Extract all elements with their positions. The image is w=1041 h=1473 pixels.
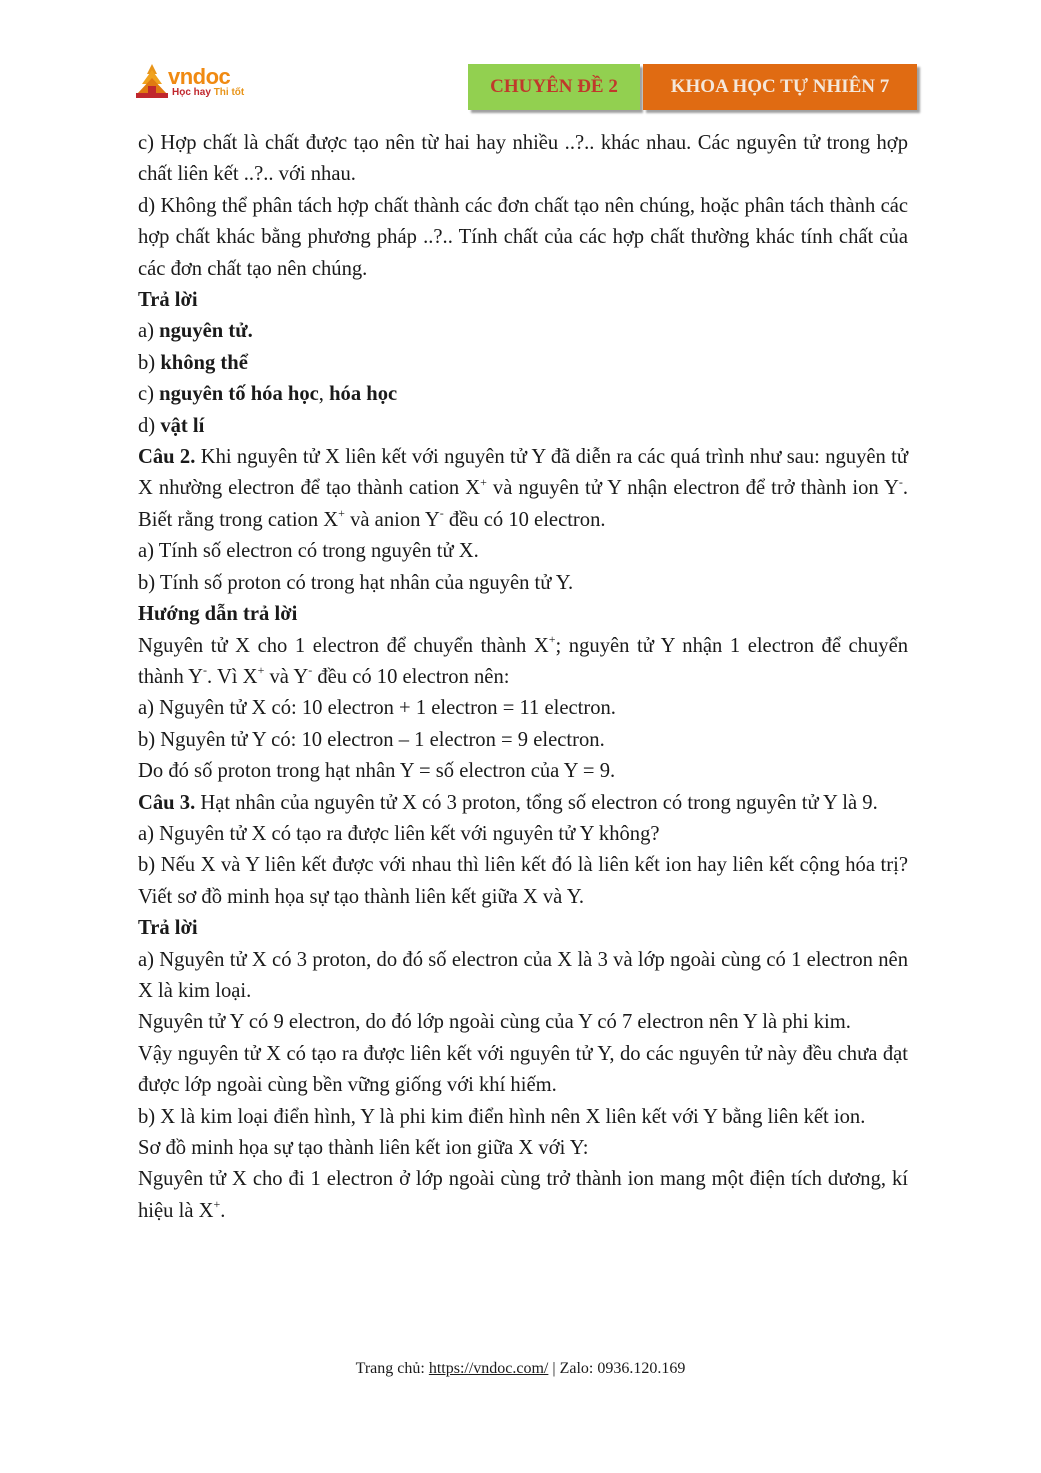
- answer-a: a) nguyên tử.: [138, 320, 253, 343]
- paragraph: b) Tính số proton có trong hạt nhân của nguyên tử Y.: [138, 571, 574, 594]
- question-3: Câu 3. Hạt nhân của nguyên tử X có 3 proton, tổng số electron có trong nguyên tử Y là 9.: [138, 791, 878, 814]
- paragraph: b) X là kim loại điển hình, Y là phi kim điển hình nên X liên kết với Y bằng liên kết ion.: [138, 1105, 866, 1128]
- paragraph: a) Tính số electron có trong nguyên tử X.: [138, 540, 479, 563]
- paragraph: b) Nguyên tử Y có: 10 electron – 1 electron = 9 electron.: [138, 728, 605, 751]
- paragraph: Nguyên tử Y có 9 electron, do đó lớp ngoài cùng của Y có 7 electron nên Y là phi kim.: [138, 1011, 851, 1034]
- paragraph: a) Nguyên tử X có: 10 electron + 1 electron = 11 electron.: [138, 697, 616, 720]
- logo-wordmark: vndoc: [168, 64, 231, 89]
- homepage-link[interactable]: https://vndoc.com/: [428, 1360, 549, 1377]
- answer-heading: Trả lời: [138, 917, 198, 940]
- paragraph: Nguyên tử X cho đi 1 electron ở lớp ngoài cùng trở thành ion mang một điện tích dương, kí hiệu là X+.: [138, 1168, 908, 1222]
- paragraph: Sơ đồ minh họa sự tạo thành liên kết ion giữa X với Y:: [138, 1137, 589, 1159]
- page-footer: Trang chủ: https://vndoc.com/ | Zalo: 0936.120.169: [355, 1360, 686, 1377]
- guide-paragraph: Nguyên tử X cho 1 electron để chuyển thành X+; nguyên tử Y nhận 1 electron để chuyển thành Y-. Vì X+ và Y- đều có 10 electron nên:: [138, 631, 909, 688]
- paragraph: Do đó số proton trong hạt nhân Y = số electron của Y = 9.: [138, 760, 616, 783]
- answer-b: b) không thể: [138, 351, 248, 374]
- temple-logo-icon: [134, 62, 170, 102]
- guide-heading: Hướng dẫn trả lời: [138, 603, 298, 626]
- subject-badge: KHOA HỌC TỰ NHIÊN 7: [643, 64, 917, 110]
- paragraph: a) Nguyên tử X có 3 proton, do đó số electron của X là 3 và lớp ngoài cùng có 1 electron nên X là kim loại.: [138, 948, 908, 1002]
- vndoc-logo[interactable]: [134, 62, 259, 104]
- answer-c: c) nguyên tố hóa học, hóa học: [138, 383, 398, 406]
- logo-tagline: Học hay Thi tốt: [172, 87, 245, 98]
- document-body: [138, 128, 908, 1227]
- paragraph: Vậy nguyên tử X có tạo ra được liên kết với nguyên tử Y, do các nguyên tử này đều chưa đạt được lớp ngoài cùng bền vững giống với khí hiếm.: [138, 1042, 908, 1097]
- question-2: Câu 2. Khi nguyên tử X liên kết với nguyên tử Y đã diễn ra các quá trình như sau: nguyên tử X nhường electron để tạo thành cation X+ và nguyên tử Y nhận electron để trở thành ion Y-. Biết rằng trong cation X+ và anion Y- đều có 10 electron.: [138, 446, 909, 531]
- answer-d: d) vật lí: [138, 414, 205, 437]
- paragraph: d) Không thể phân tách hợp chất thành các đơn chất tạo nên chúng, hoặc phân tách thành các hợp chất khác bằng phương pháp ..?.. Tính chất của các hợp chất thường khác tính chất của các đơn chất tạo nên chúng.: [138, 194, 908, 280]
- topic-badge: CHUYÊN ĐỀ 2: [468, 64, 640, 110]
- paragraph: b) Nếu X và Y liên kết được với nhau thì liên kết đó là liên kết ion hay liên kết cộng hóa trị? Viết sơ đồ minh họa sự tạo thành liên kết giữa X và Y.: [138, 854, 908, 908]
- answer-heading: Trả lời: [138, 289, 198, 312]
- paragraph: c) Hợp chất là chất được tạo nên từ hai hay nhiều ..?.. khác nhau. Các nguyên tử trong hợp chất liên kết ..?.. với nhau.: [138, 132, 908, 186]
- paragraph: a) Nguyên tử X có tạo ra được liên kết với nguyên tử Y không?: [138, 822, 660, 845]
